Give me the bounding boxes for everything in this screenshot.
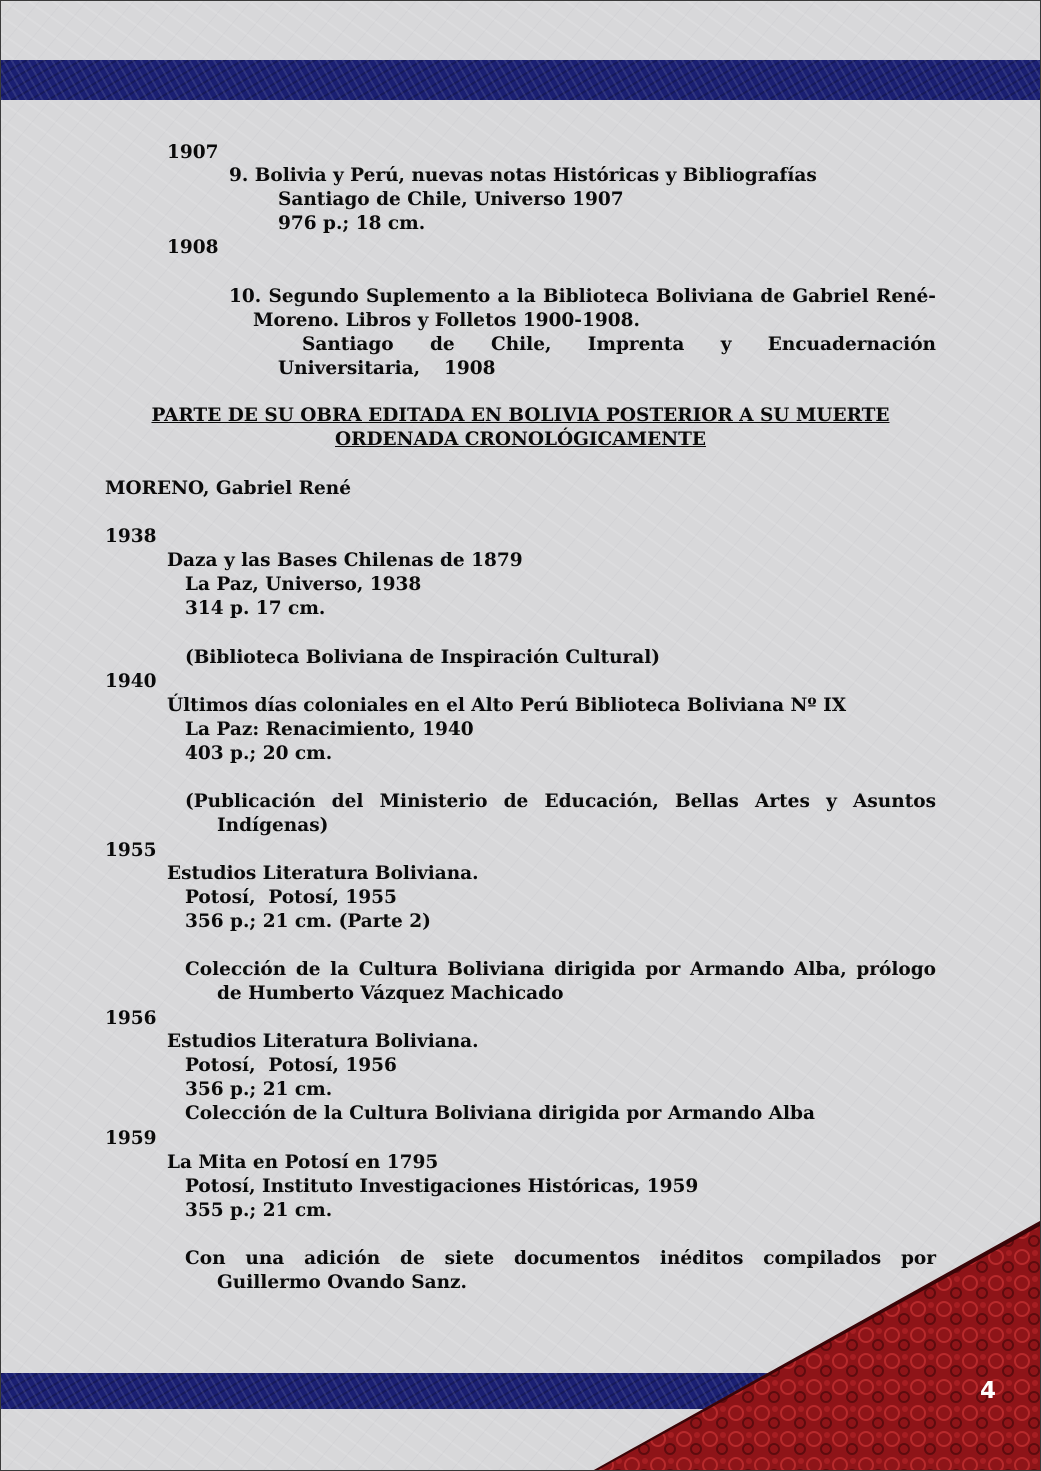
entry-1938-description: 314 p. 17 cm.	[185, 598, 326, 619]
year-1959: 1959	[105, 1128, 157, 1149]
entry-1959-title: La Mita en Potosí en 1795	[167, 1152, 439, 1173]
entry-1956-title: Estudios Literatura Boliviana.	[167, 1031, 479, 1052]
item9-description: 976 p.; 18 cm.	[278, 213, 426, 234]
author-name: MORENO, Gabriel René	[105, 478, 351, 499]
page-number: 4	[979, 1378, 996, 1404]
entry-1940-description: 403 p.; 20 cm.	[185, 743, 333, 764]
year-1956: 1956	[105, 1008, 157, 1029]
entry-1940-title: Últimos días coloniales en el Alto Perú Biblioteca Boliviana Nº IX	[167, 695, 847, 716]
entry-1940-note: (Publicación del Ministerio de Educación, Bellas Artes y Asuntos Indígenas)	[185, 791, 936, 836]
year-1955: 1955	[105, 840, 157, 861]
item10-title: 10. Segundo Suplemento a la Biblioteca Boliviana de Gabriel René-Moreno. Libros y Folletos 1900-1908.	[229, 286, 936, 331]
entry-1956-note: Colección de la Cultura Boliviana dirigida por Armando Alba	[185, 1103, 815, 1124]
entry-1955-note: Colección de la Cultura Boliviana dirigida por Armando Alba, prólogo de Humberto Vázquez Machicado	[185, 959, 936, 1004]
entry-1955-title: Estudios Literatura Boliviana.	[167, 863, 479, 884]
entry-1938-title: Daza y las Bases Chilenas de 1879	[167, 550, 523, 571]
entry-1938-publisher: La Paz, Universo, 1938	[185, 574, 422, 595]
section-heading-line2: ORDENADA CRONOLÓGICAMENTE	[335, 429, 706, 450]
entry-1959-note: Con una adición de siete documentos inéditos compilados por Guillermo Ovando Sanz.	[185, 1248, 936, 1293]
entry-1956-description: 356 p.; 21 cm.	[185, 1079, 333, 1100]
item9-title: 9. Bolivia y Perú, nuevas notas Históricas y Bibliografías	[229, 165, 817, 186]
item10-year: 1908	[444, 358, 496, 379]
entry-1940-publisher: La Paz: Renacimiento, 1940	[185, 719, 474, 740]
entry-1956-publisher: Potosí, Potosí, 1956	[185, 1055, 397, 1076]
item10-publisher-text: Santiago de Chile, Imprenta y Encuadernación Universitaria,	[278, 334, 936, 379]
year-1940: 1940	[105, 671, 157, 692]
entry-1955-publisher: Potosí, Potosí, 1955	[185, 887, 397, 908]
entry-1959-publisher: Potosí, Instituto Investigaciones Históricas, 1959	[185, 1176, 699, 1197]
year-1938: 1938	[105, 526, 157, 547]
year-1907: 1907	[167, 142, 219, 163]
entry-1959-description: 355 p.; 21 cm.	[185, 1200, 333, 1221]
year-1908: 1908	[167, 237, 219, 258]
section-heading-line1: PARTE DE SU OBRA EDITADA EN BOLIVIA POSTERIOR A SU MUERTE	[151, 405, 890, 426]
entry-1938-note: (Biblioteca Boliviana de Inspiración Cultural)	[185, 647, 661, 668]
item10-publisher	[278, 333, 936, 381]
item9-publisher: Santiago de Chile, Universo 1907	[278, 189, 624, 210]
entry-1955-description: 356 p.; 21 cm. (Parte 2)	[185, 911, 431, 932]
